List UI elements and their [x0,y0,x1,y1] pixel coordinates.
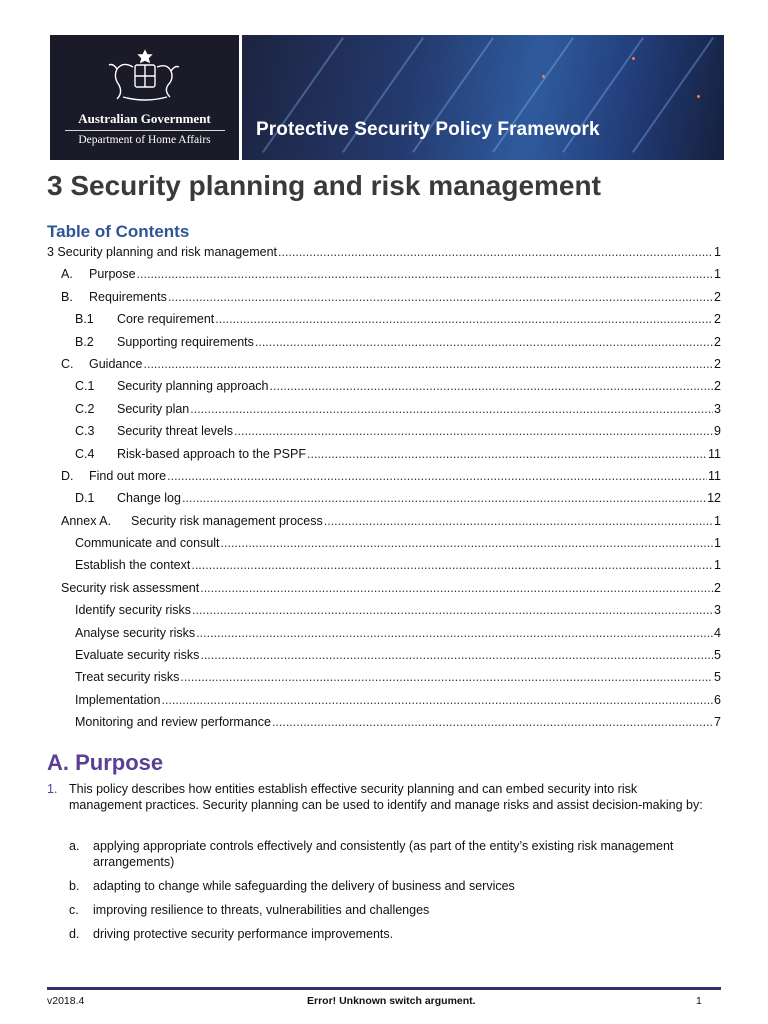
toc-dot-leader [307,447,707,461]
toc-entry-number: A. [61,267,73,282]
toc-entry[interactable] [47,469,721,491]
toc-dot-leader [168,290,713,304]
toc-entry-page: 2 [714,312,721,327]
toc-entry-label: Monitoring and review performance [75,715,271,730]
toc-entry[interactable] [47,491,721,513]
footer-divider [47,987,721,990]
toc-entry[interactable] [47,536,721,558]
toc-entry-page: 11 [708,468,721,483]
toc-dot-leader [167,469,707,483]
toc-entry[interactable] [47,312,721,334]
toc-entry-label: Security risk management process [131,513,323,528]
toc-dot-leader [161,693,713,707]
purpose-list [69,838,709,950]
toc-entry-page: 2 [714,289,721,304]
toc-entry[interactable] [47,626,721,648]
toc-entry[interactable] [47,581,721,603]
toc-entry-page: 1 [714,536,721,551]
toc-entry-number: B. [61,289,73,304]
toc-entry-number: B.2 [75,334,94,349]
toc-entry[interactable] [47,245,721,267]
toc-entry[interactable] [47,335,721,357]
list-item-letter: a. [69,839,80,853]
list-item [69,926,709,942]
toc-entry-label: Communicate and consult [75,536,220,551]
toc-entry-page: 3 [714,603,721,618]
toc-entry-label: 3 Security planning and risk management [47,245,277,259]
logo-divider [65,130,225,131]
toc-entry-page: 7 [714,715,721,730]
toc-entry[interactable] [47,693,721,715]
toc-entry-label: Security plan [117,401,190,416]
footer-field-error: Error! Unknown switch argument. [307,995,476,1007]
toc-dot-leader [190,402,713,416]
toc-entry[interactable] [47,379,721,401]
toc-entry-number: D. [61,468,74,483]
toc-entry-page: 2 [714,379,721,394]
toc-dot-leader [192,603,713,617]
list-item [69,878,709,894]
toc-entry[interactable] [47,267,721,289]
toc-entry-label: Risk-based approach to the PSPF [117,446,306,461]
coat-of-arms-icon [103,47,187,105]
paragraph-number: 1. [47,782,58,796]
toc-entry-page: 2 [714,356,721,371]
toc-dot-leader [144,357,714,371]
toc-entry-page: 4 [714,625,721,640]
toc-entry-label: Establish the context [75,558,191,573]
government-name: Australian Government [78,111,211,126]
toc-dot-leader [137,267,713,281]
footer-page-number: 1 [696,995,702,1007]
toc-entry-number: C.2 [75,401,95,416]
toc-entry-number: D.1 [75,491,95,506]
department-name: Department of Home Affairs [78,134,211,146]
toc-dot-leader [196,626,713,640]
toc-dot-leader [270,379,714,393]
toc-entry-label: Security threat levels [117,424,234,439]
toc-entry-label: Find out more [89,468,167,483]
toc-dot-leader [234,424,713,438]
toc-entry-page: 12 [707,491,721,506]
toc-entry[interactable] [47,402,721,424]
toc-entry-page: 2 [714,580,721,595]
footer-version: v2018.4 [47,995,85,1007]
toc-entry-page: 3 [714,401,721,416]
toc-entry-number: C.1 [75,379,95,394]
toc-entry-label: Requirements [89,289,167,304]
toc-entry[interactable] [47,447,721,469]
toc-dot-leader [200,648,713,662]
list-item-text: applying appropriate controls effectively and consistently (as part of the entity’s existing risk management arrangements) [93,839,674,869]
toc-entry[interactable] [47,558,721,580]
toc-entry-label: Security risk assessment [61,580,200,595]
toc-dot-leader [180,670,713,684]
section-heading-purpose: A. Purpose [47,750,164,775]
toc-entry-label: Evaluate security risks [75,648,200,663]
toc-entry-page: 1 [714,267,721,282]
toc-entry-page: 6 [714,692,721,707]
toc-entry-label: Security planning approach [117,379,269,394]
government-logo [50,35,242,160]
toc-entry-number: Annex A. [61,513,112,528]
toc-heading: Table of Contents [47,222,190,241]
toc-dot-leader [182,491,706,505]
toc-dot-leader [255,335,713,349]
toc-entry[interactable] [47,648,721,670]
list-item [69,838,709,870]
banner-graphic [242,35,724,160]
list-item-text: improving resilience to threats, vulnerabilities and challenges [93,903,430,917]
toc-entry[interactable] [47,514,721,536]
toc-entry-label: Implementation [75,692,161,707]
toc-entry-page: 1 [714,558,721,573]
toc-entry-page: 5 [714,648,721,663]
list-item-letter: b. [69,879,80,893]
toc-entry-page: 5 [714,670,721,685]
toc-entry-number: B.1 [75,312,94,327]
toc-entry[interactable] [47,424,721,446]
toc-entry[interactable] [47,603,721,625]
toc-dot-leader [324,514,713,528]
toc-entry[interactable] [47,670,721,692]
toc-entry[interactable] [47,357,721,379]
toc-entry-page: 1 [714,513,721,528]
toc-entry[interactable] [47,290,721,312]
banner-title: Protective Security Policy Framework [256,119,600,140]
toc-entry[interactable] [47,715,721,737]
toc-entry-label: Core requirement [117,312,215,327]
toc-entry-number: C. [61,356,74,371]
toc-entry-page: 2 [714,334,721,349]
toc-dot-leader [272,715,713,729]
purpose-paragraph [47,781,707,813]
toc-entry-page: 1 [714,245,721,259]
paragraph-text: This policy describes how entities establish effective security planning and can embed security into risk management practices. Security planning can be used to identify and manage risks and assist decision-making by: [69,782,703,812]
toc-dot-leader [215,312,713,326]
toc-entry-number: C.3 [75,424,95,439]
toc-dot-leader [191,558,713,572]
list-item-letter: d. [69,927,80,941]
list-item-text: driving protective security performance improvements. [93,927,394,941]
toc-entry-page: 9 [714,424,721,439]
toc-entry-page: 11 [708,446,721,461]
toc-dot-leader [221,536,714,550]
table-of-contents [47,245,721,738]
header-banner [50,35,724,160]
toc-entry-label: Supporting requirements [117,334,254,349]
toc-dot-leader [278,245,713,259]
page-title: 3 Security planning and risk management [47,170,601,201]
toc-entry-label: Guidance [89,356,143,371]
toc-entry-number: C.4 [75,446,95,461]
toc-entry-label: Analyse security risks [75,625,196,640]
toc-entry-label: Identify security risks [75,603,192,618]
list-item-text: adapting to change while safeguarding the delivery of business and services [93,879,515,893]
list-item-letter: c. [69,903,79,917]
toc-dot-leader [200,581,713,595]
list-item [69,902,709,918]
toc-entry-label: Purpose [89,267,136,282]
toc-entry-label: Change log [117,491,181,506]
toc-entry-label: Treat security risks [75,670,180,685]
